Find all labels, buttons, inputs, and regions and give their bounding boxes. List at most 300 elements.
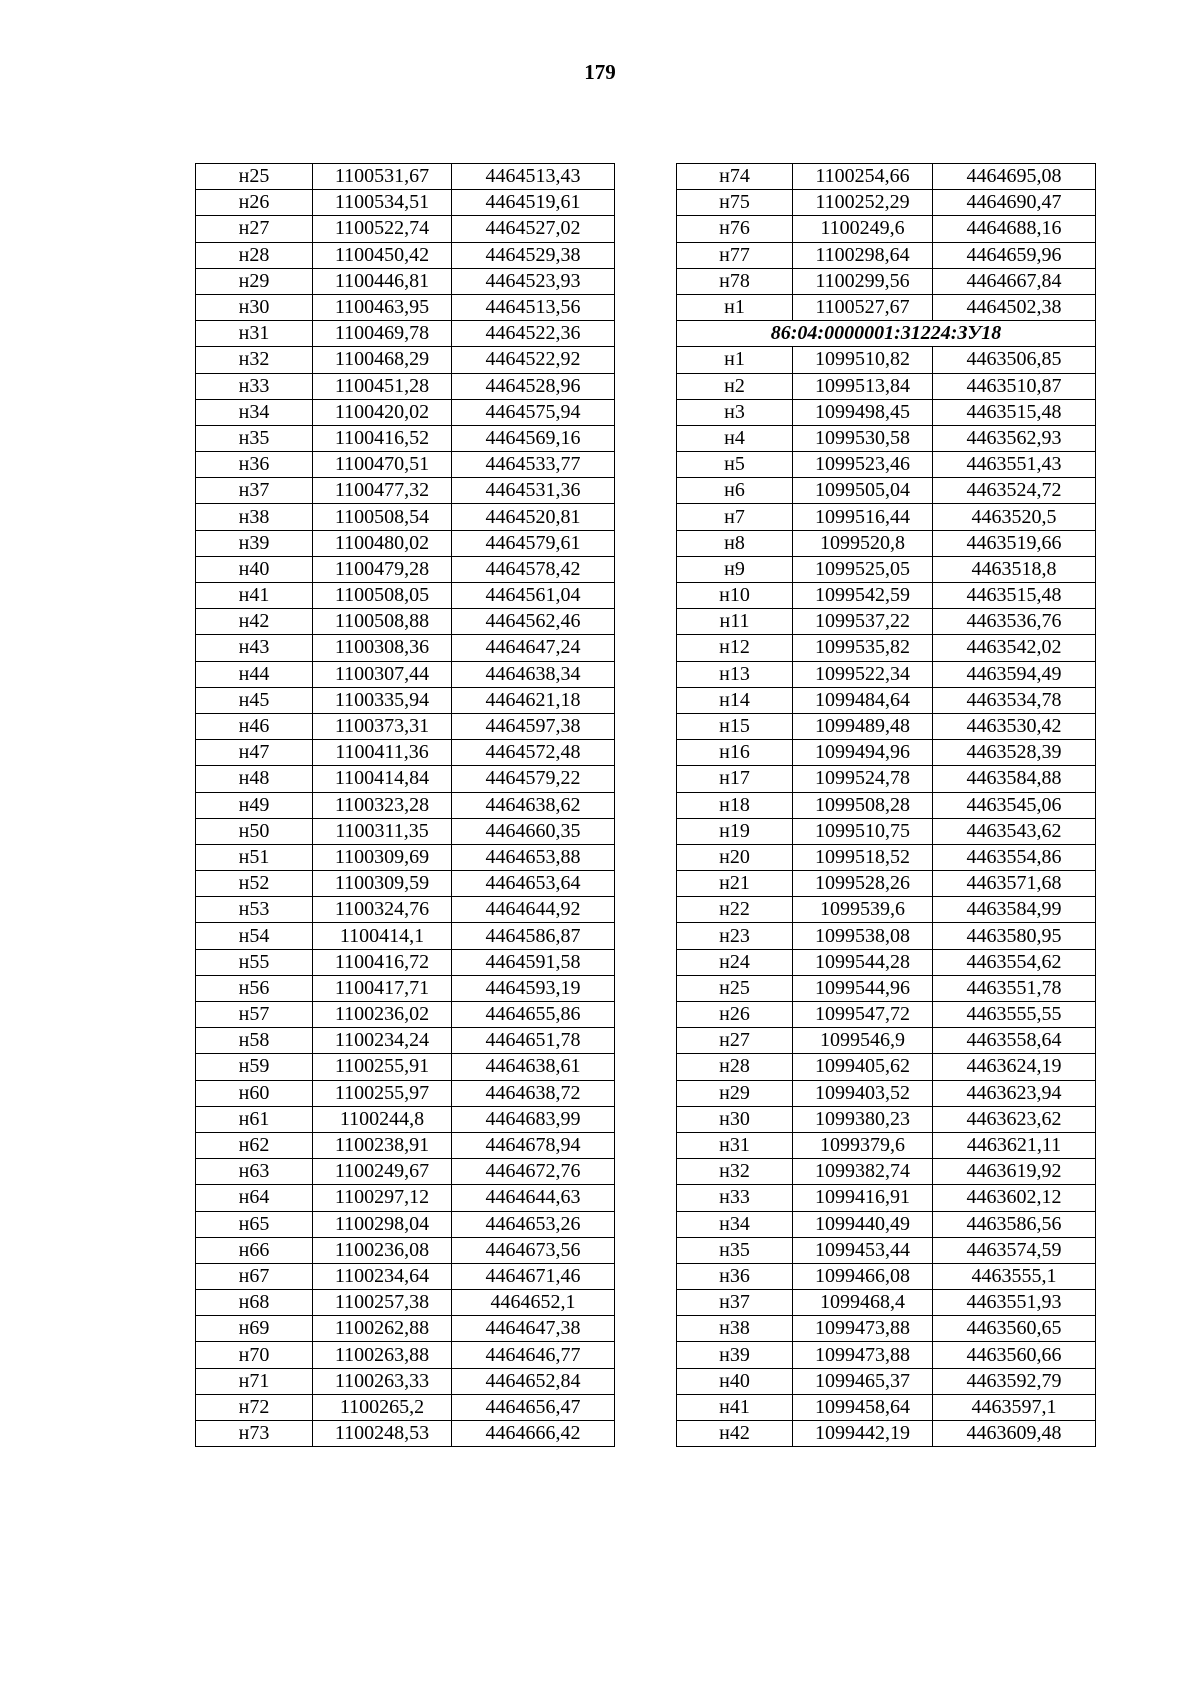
point-name-cell: н68 bbox=[196, 1290, 313, 1316]
table-row bbox=[677, 844, 1096, 870]
y-coordinate-cell: 4464522,36 bbox=[452, 321, 615, 347]
x-coordinate-cell: 1099468,4 bbox=[793, 1290, 933, 1316]
x-coordinate-cell: 1099528,26 bbox=[793, 871, 933, 897]
y-coordinate-cell: 4463515,48 bbox=[933, 399, 1096, 425]
x-coordinate-cell: 1100469,78 bbox=[313, 321, 452, 347]
table-row bbox=[677, 504, 1096, 530]
y-coordinate-cell: 4464593,19 bbox=[452, 975, 615, 1001]
point-name-cell: н27 bbox=[196, 216, 313, 242]
table-row bbox=[196, 766, 615, 792]
x-coordinate-cell: 1099508,28 bbox=[793, 792, 933, 818]
y-coordinate-cell: 4463555,55 bbox=[933, 1002, 1096, 1028]
x-coordinate-cell: 1099518,52 bbox=[793, 844, 933, 870]
point-name-cell: н60 bbox=[196, 1080, 313, 1106]
y-coordinate-cell: 4464672,76 bbox=[452, 1159, 615, 1185]
y-coordinate-cell: 4464579,61 bbox=[452, 530, 615, 556]
table-row bbox=[677, 1394, 1096, 1420]
x-coordinate-cell: 1099382,74 bbox=[793, 1159, 933, 1185]
y-coordinate-cell: 4464523,93 bbox=[452, 268, 615, 294]
point-name-cell: н57 bbox=[196, 1002, 313, 1028]
x-coordinate-cell: 1099538,08 bbox=[793, 923, 933, 949]
x-coordinate-cell: 1099442,19 bbox=[793, 1421, 933, 1447]
y-coordinate-cell: 4464638,61 bbox=[452, 1054, 615, 1080]
table-row bbox=[677, 1132, 1096, 1158]
point-name-cell: н26 bbox=[196, 190, 313, 216]
point-name-cell: н52 bbox=[196, 871, 313, 897]
y-coordinate-cell: 4464659,96 bbox=[933, 242, 1096, 268]
x-coordinate-cell: 1100416,52 bbox=[313, 425, 452, 451]
table-row bbox=[677, 556, 1096, 582]
y-coordinate-cell: 4464655,86 bbox=[452, 1002, 615, 1028]
point-name-cell: н42 bbox=[196, 609, 313, 635]
x-coordinate-cell: 1100297,12 bbox=[313, 1185, 452, 1211]
point-name-cell: н17 bbox=[677, 766, 793, 792]
x-coordinate-cell: 1100307,44 bbox=[313, 661, 452, 687]
x-coordinate-cell: 1099523,46 bbox=[793, 452, 933, 478]
table-row bbox=[677, 1368, 1096, 1394]
cadastral-number-heading: 86:04:0000001:31224:ЗУ18 bbox=[677, 321, 1096, 347]
table-row bbox=[677, 373, 1096, 399]
y-coordinate-cell: 4464660,35 bbox=[452, 818, 615, 844]
y-coordinate-cell: 4463623,62 bbox=[933, 1106, 1096, 1132]
point-name-cell: н31 bbox=[677, 1132, 793, 1158]
x-coordinate-cell: 1100451,28 bbox=[313, 373, 452, 399]
y-coordinate-cell: 4463524,72 bbox=[933, 478, 1096, 504]
y-coordinate-cell: 4463574,59 bbox=[933, 1237, 1096, 1263]
table-row bbox=[677, 583, 1096, 609]
y-coordinate-cell: 4463520,5 bbox=[933, 504, 1096, 530]
point-name-cell: н29 bbox=[196, 268, 313, 294]
point-name-cell: н1 bbox=[677, 294, 793, 320]
x-coordinate-cell: 1100255,91 bbox=[313, 1054, 452, 1080]
x-coordinate-cell: 1100234,64 bbox=[313, 1263, 452, 1289]
table-row bbox=[677, 1263, 1096, 1289]
y-coordinate-cell: 4464652,1 bbox=[452, 1290, 615, 1316]
table-row bbox=[677, 949, 1096, 975]
table-row bbox=[196, 504, 615, 530]
y-coordinate-cell: 4464666,42 bbox=[452, 1421, 615, 1447]
point-name-cell: н51 bbox=[196, 844, 313, 870]
y-coordinate-cell: 4464562,46 bbox=[452, 609, 615, 635]
x-coordinate-cell: 1100411,36 bbox=[313, 740, 452, 766]
y-coordinate-cell: 4463584,99 bbox=[933, 897, 1096, 923]
table-row bbox=[196, 1211, 615, 1237]
x-coordinate-cell: 1099440,49 bbox=[793, 1211, 933, 1237]
x-coordinate-cell: 1100508,54 bbox=[313, 504, 452, 530]
y-coordinate-cell: 4464688,16 bbox=[933, 216, 1096, 242]
table-row bbox=[196, 1132, 615, 1158]
point-name-cell: н73 bbox=[196, 1421, 313, 1447]
point-name-cell: н32 bbox=[196, 347, 313, 373]
y-coordinate-cell: 4464572,48 bbox=[452, 740, 615, 766]
x-coordinate-cell: 1100309,69 bbox=[313, 844, 452, 870]
y-coordinate-cell: 4463551,78 bbox=[933, 975, 1096, 1001]
table-row bbox=[196, 713, 615, 739]
y-coordinate-cell: 4464591,58 bbox=[452, 949, 615, 975]
x-coordinate-cell: 1099380,23 bbox=[793, 1106, 933, 1132]
y-coordinate-cell: 4463519,66 bbox=[933, 530, 1096, 556]
table-row bbox=[196, 1290, 615, 1316]
x-coordinate-cell: 1099416,91 bbox=[793, 1185, 933, 1211]
table-row bbox=[677, 713, 1096, 739]
table-row bbox=[196, 687, 615, 713]
table-row bbox=[196, 530, 615, 556]
x-coordinate-cell: 1099513,84 bbox=[793, 373, 933, 399]
y-coordinate-cell: 4463592,79 bbox=[933, 1368, 1096, 1394]
table-row bbox=[677, 242, 1096, 268]
point-name-cell: н35 bbox=[677, 1237, 793, 1263]
x-coordinate-cell: 1100238,91 bbox=[313, 1132, 452, 1158]
table-row bbox=[677, 609, 1096, 635]
point-name-cell: н40 bbox=[196, 556, 313, 582]
x-coordinate-cell: 1099453,44 bbox=[793, 1237, 933, 1263]
table-row bbox=[677, 1054, 1096, 1080]
x-coordinate-cell: 1100463,95 bbox=[313, 294, 452, 320]
point-name-cell: н33 bbox=[196, 373, 313, 399]
point-name-cell: н6 bbox=[677, 478, 793, 504]
table-row bbox=[196, 1159, 615, 1185]
x-coordinate-cell: 1100468,29 bbox=[313, 347, 452, 373]
x-coordinate-cell: 1100416,72 bbox=[313, 949, 452, 975]
table-row bbox=[677, 216, 1096, 242]
coordinates-table-right bbox=[676, 163, 1096, 1447]
y-coordinate-cell: 4463571,68 bbox=[933, 871, 1096, 897]
x-coordinate-cell: 1099505,04 bbox=[793, 478, 933, 504]
point-name-cell: н58 bbox=[196, 1028, 313, 1054]
y-coordinate-cell: 4463534,78 bbox=[933, 687, 1096, 713]
point-name-cell: н40 bbox=[677, 1368, 793, 1394]
x-coordinate-cell: 1099535,82 bbox=[793, 635, 933, 661]
table-row bbox=[196, 190, 615, 216]
y-coordinate-cell: 4464569,16 bbox=[452, 425, 615, 451]
point-name-cell: н39 bbox=[677, 1342, 793, 1368]
y-coordinate-cell: 4463536,76 bbox=[933, 609, 1096, 635]
point-name-cell: н32 bbox=[677, 1159, 793, 1185]
point-name-cell: н75 bbox=[677, 190, 793, 216]
x-coordinate-cell: 1100527,67 bbox=[793, 294, 933, 320]
table-row bbox=[677, 1106, 1096, 1132]
y-coordinate-cell: 4464579,22 bbox=[452, 766, 615, 792]
table-row bbox=[677, 923, 1096, 949]
x-coordinate-cell: 1099524,78 bbox=[793, 766, 933, 792]
x-coordinate-cell: 1099544,28 bbox=[793, 949, 933, 975]
table-row bbox=[677, 1342, 1096, 1368]
point-name-cell: н25 bbox=[196, 164, 313, 190]
x-coordinate-cell: 1100248,53 bbox=[313, 1421, 452, 1447]
table-row bbox=[196, 661, 615, 687]
table-row bbox=[196, 1002, 615, 1028]
point-name-cell: н5 bbox=[677, 452, 793, 478]
table-row bbox=[677, 425, 1096, 451]
y-coordinate-cell: 4463623,94 bbox=[933, 1080, 1096, 1106]
x-coordinate-cell: 1100249,67 bbox=[313, 1159, 452, 1185]
point-name-cell: н18 bbox=[677, 792, 793, 818]
table-row bbox=[196, 792, 615, 818]
table-row bbox=[677, 1185, 1096, 1211]
point-name-cell: н3 bbox=[677, 399, 793, 425]
table-row bbox=[677, 1316, 1096, 1342]
point-name-cell: н70 bbox=[196, 1342, 313, 1368]
y-coordinate-cell: 4463543,62 bbox=[933, 818, 1096, 844]
y-coordinate-cell: 4464647,24 bbox=[452, 635, 615, 661]
point-name-cell: н21 bbox=[677, 871, 793, 897]
point-name-cell: н34 bbox=[196, 399, 313, 425]
page-number: 179 bbox=[584, 60, 616, 84]
point-name-cell: н56 bbox=[196, 975, 313, 1001]
y-coordinate-cell: 4464621,18 bbox=[452, 687, 615, 713]
table-row bbox=[677, 1237, 1096, 1263]
y-coordinate-cell: 4464561,04 bbox=[452, 583, 615, 609]
table-row bbox=[196, 975, 615, 1001]
point-name-cell: н37 bbox=[677, 1290, 793, 1316]
point-name-cell: н38 bbox=[677, 1316, 793, 1342]
x-coordinate-cell: 1100417,71 bbox=[313, 975, 452, 1001]
y-coordinate-cell: 4463594,49 bbox=[933, 661, 1096, 687]
y-coordinate-cell: 4464527,02 bbox=[452, 216, 615, 242]
point-name-cell: н36 bbox=[677, 1263, 793, 1289]
x-coordinate-cell: 1100254,66 bbox=[793, 164, 933, 190]
table-row bbox=[196, 1185, 615, 1211]
table-row bbox=[677, 897, 1096, 923]
x-coordinate-cell: 1099498,45 bbox=[793, 399, 933, 425]
point-name-cell: н63 bbox=[196, 1159, 313, 1185]
point-name-cell: н77 bbox=[677, 242, 793, 268]
coordinates-table-left bbox=[195, 163, 615, 1447]
y-coordinate-cell: 4463542,02 bbox=[933, 635, 1096, 661]
point-name-cell: н8 bbox=[677, 530, 793, 556]
table-row bbox=[677, 190, 1096, 216]
x-coordinate-cell: 1099542,59 bbox=[793, 583, 933, 609]
table-row bbox=[196, 1237, 615, 1263]
point-name-cell: н10 bbox=[677, 583, 793, 609]
y-coordinate-cell: 4464578,42 bbox=[452, 556, 615, 582]
x-coordinate-cell: 1099473,88 bbox=[793, 1316, 933, 1342]
y-coordinate-cell: 4464646,77 bbox=[452, 1342, 615, 1368]
point-name-cell: н55 bbox=[196, 949, 313, 975]
x-coordinate-cell: 1100262,88 bbox=[313, 1316, 452, 1342]
point-name-cell: н48 bbox=[196, 766, 313, 792]
y-coordinate-cell: 4463515,48 bbox=[933, 583, 1096, 609]
table-row bbox=[677, 1421, 1096, 1447]
point-name-cell: н65 bbox=[196, 1211, 313, 1237]
x-coordinate-cell: 1100298,64 bbox=[793, 242, 933, 268]
point-name-cell: н15 bbox=[677, 713, 793, 739]
x-coordinate-cell: 1100298,04 bbox=[313, 1211, 452, 1237]
table-row bbox=[196, 1106, 615, 1132]
table-row bbox=[196, 1316, 615, 1342]
y-coordinate-cell: 4464533,77 bbox=[452, 452, 615, 478]
y-coordinate-cell: 4463560,65 bbox=[933, 1316, 1096, 1342]
table-row bbox=[677, 1211, 1096, 1237]
table-row bbox=[196, 1263, 615, 1289]
y-coordinate-cell: 4464638,34 bbox=[452, 661, 615, 687]
x-coordinate-cell: 1099522,34 bbox=[793, 661, 933, 687]
x-coordinate-cell: 1099484,64 bbox=[793, 687, 933, 713]
y-coordinate-cell: 4464652,84 bbox=[452, 1368, 615, 1394]
y-coordinate-cell: 4463560,66 bbox=[933, 1342, 1096, 1368]
point-name-cell: н27 bbox=[677, 1028, 793, 1054]
point-name-cell: н34 bbox=[677, 1211, 793, 1237]
y-coordinate-cell: 4464671,46 bbox=[452, 1263, 615, 1289]
point-name-cell: н12 bbox=[677, 635, 793, 661]
table-row bbox=[196, 818, 615, 844]
table-row bbox=[196, 949, 615, 975]
point-name-cell: н67 bbox=[196, 1263, 313, 1289]
point-name-cell: н35 bbox=[196, 425, 313, 451]
x-coordinate-cell: 1100236,08 bbox=[313, 1237, 452, 1263]
point-name-cell: н43 bbox=[196, 635, 313, 661]
x-coordinate-cell: 1099405,62 bbox=[793, 1054, 933, 1080]
x-coordinate-cell: 1100311,35 bbox=[313, 818, 452, 844]
x-coordinate-cell: 1100534,51 bbox=[313, 190, 452, 216]
table-row bbox=[677, 1080, 1096, 1106]
x-coordinate-cell: 1099510,75 bbox=[793, 818, 933, 844]
table-row bbox=[677, 871, 1096, 897]
point-name-cell: н28 bbox=[677, 1054, 793, 1080]
table-row bbox=[677, 975, 1096, 1001]
table-row bbox=[677, 661, 1096, 687]
point-name-cell: н46 bbox=[196, 713, 313, 739]
y-coordinate-cell: 4464529,38 bbox=[452, 242, 615, 268]
point-name-cell: н13 bbox=[677, 661, 793, 687]
point-name-cell: н23 bbox=[677, 923, 793, 949]
point-name-cell: н37 bbox=[196, 478, 313, 504]
x-coordinate-cell: 1100263,33 bbox=[313, 1368, 452, 1394]
point-name-cell: н30 bbox=[196, 294, 313, 320]
y-coordinate-cell: 4463609,48 bbox=[933, 1421, 1096, 1447]
x-coordinate-cell: 1100309,59 bbox=[313, 871, 452, 897]
x-coordinate-cell: 1099546,9 bbox=[793, 1028, 933, 1054]
y-coordinate-cell: 4464653,64 bbox=[452, 871, 615, 897]
point-name-cell: н61 bbox=[196, 1106, 313, 1132]
y-coordinate-cell: 4463584,88 bbox=[933, 766, 1096, 792]
point-name-cell: н66 bbox=[196, 1237, 313, 1263]
x-coordinate-cell: 1100531,67 bbox=[313, 164, 452, 190]
x-coordinate-cell: 1100414,84 bbox=[313, 766, 452, 792]
table-row bbox=[196, 583, 615, 609]
y-coordinate-cell: 4463562,93 bbox=[933, 425, 1096, 451]
point-name-cell: н16 bbox=[677, 740, 793, 766]
point-name-cell: н11 bbox=[677, 609, 793, 635]
point-name-cell: н1 bbox=[677, 347, 793, 373]
x-coordinate-cell: 1100522,74 bbox=[313, 216, 452, 242]
y-coordinate-cell: 4463554,86 bbox=[933, 844, 1096, 870]
table-row bbox=[196, 1394, 615, 1420]
table-row bbox=[196, 609, 615, 635]
point-name-cell: н39 bbox=[196, 530, 313, 556]
y-coordinate-cell: 4464575,94 bbox=[452, 399, 615, 425]
y-coordinate-cell: 4463506,85 bbox=[933, 347, 1096, 373]
y-coordinate-cell: 4464647,38 bbox=[452, 1316, 615, 1342]
table-row bbox=[196, 871, 615, 897]
y-coordinate-cell: 4464531,36 bbox=[452, 478, 615, 504]
y-coordinate-cell: 4464644,63 bbox=[452, 1185, 615, 1211]
y-coordinate-cell: 4463530,42 bbox=[933, 713, 1096, 739]
table-row bbox=[196, 1421, 615, 1447]
table-row bbox=[196, 1342, 615, 1368]
x-coordinate-cell: 1099544,96 bbox=[793, 975, 933, 1001]
x-coordinate-cell: 1100414,1 bbox=[313, 923, 452, 949]
point-name-cell: н44 bbox=[196, 661, 313, 687]
table-row bbox=[677, 818, 1096, 844]
table-row bbox=[196, 399, 615, 425]
y-coordinate-cell: 4464597,38 bbox=[452, 713, 615, 739]
table-row bbox=[677, 164, 1096, 190]
point-name-cell: н26 bbox=[677, 1002, 793, 1028]
table-row bbox=[196, 897, 615, 923]
x-coordinate-cell: 1100324,76 bbox=[313, 897, 452, 923]
table-row bbox=[196, 321, 615, 347]
table-row bbox=[677, 294, 1096, 320]
point-name-cell: н42 bbox=[677, 1421, 793, 1447]
y-coordinate-cell: 4464502,38 bbox=[933, 294, 1096, 320]
table-row bbox=[196, 740, 615, 766]
point-name-cell: н49 bbox=[196, 792, 313, 818]
y-coordinate-cell: 4464638,72 bbox=[452, 1080, 615, 1106]
point-name-cell: н45 bbox=[196, 687, 313, 713]
point-name-cell: н30 bbox=[677, 1106, 793, 1132]
y-coordinate-cell: 4464528,96 bbox=[452, 373, 615, 399]
point-name-cell: н76 bbox=[677, 216, 793, 242]
point-name-cell: н74 bbox=[677, 164, 793, 190]
x-coordinate-cell: 1100508,05 bbox=[313, 583, 452, 609]
point-name-cell: н53 bbox=[196, 897, 313, 923]
y-coordinate-cell: 4464695,08 bbox=[933, 164, 1096, 190]
table-row bbox=[677, 478, 1096, 504]
y-coordinate-cell: 4464586,87 bbox=[452, 923, 615, 949]
table-row bbox=[196, 373, 615, 399]
table-row bbox=[196, 1054, 615, 1080]
point-name-cell: н31 bbox=[196, 321, 313, 347]
x-coordinate-cell: 1099510,82 bbox=[793, 347, 933, 373]
x-coordinate-cell: 1100265,2 bbox=[313, 1394, 452, 1420]
y-coordinate-cell: 4464690,47 bbox=[933, 190, 1096, 216]
x-coordinate-cell: 1100420,02 bbox=[313, 399, 452, 425]
x-coordinate-cell: 1100480,02 bbox=[313, 530, 452, 556]
y-coordinate-cell: 4463510,87 bbox=[933, 373, 1096, 399]
point-name-cell: н54 bbox=[196, 923, 313, 949]
point-name-cell: н78 bbox=[677, 268, 793, 294]
x-coordinate-cell: 1099489,48 bbox=[793, 713, 933, 739]
table-row bbox=[196, 1028, 615, 1054]
point-name-cell: н4 bbox=[677, 425, 793, 451]
table-row bbox=[677, 740, 1096, 766]
point-name-cell: н7 bbox=[677, 504, 793, 530]
y-coordinate-cell: 4463528,39 bbox=[933, 740, 1096, 766]
y-coordinate-cell: 4464678,94 bbox=[452, 1132, 615, 1158]
point-name-cell: н2 bbox=[677, 373, 793, 399]
table-row bbox=[677, 687, 1096, 713]
x-coordinate-cell: 1099539,6 bbox=[793, 897, 933, 923]
table-row bbox=[196, 635, 615, 661]
point-name-cell: н62 bbox=[196, 1132, 313, 1158]
table-row bbox=[196, 425, 615, 451]
point-name-cell: н33 bbox=[677, 1185, 793, 1211]
y-coordinate-cell: 4463619,92 bbox=[933, 1159, 1096, 1185]
table-row bbox=[196, 923, 615, 949]
table-row bbox=[196, 556, 615, 582]
x-coordinate-cell: 1100236,02 bbox=[313, 1002, 452, 1028]
y-coordinate-cell: 4464644,92 bbox=[452, 897, 615, 923]
table-row bbox=[677, 452, 1096, 478]
x-coordinate-cell: 1100249,6 bbox=[793, 216, 933, 242]
y-coordinate-cell: 4464653,88 bbox=[452, 844, 615, 870]
x-coordinate-cell: 1099458,64 bbox=[793, 1394, 933, 1420]
table-row bbox=[677, 268, 1096, 294]
point-name-cell: н41 bbox=[196, 583, 313, 609]
table-row bbox=[196, 347, 615, 373]
table-row bbox=[677, 530, 1096, 556]
